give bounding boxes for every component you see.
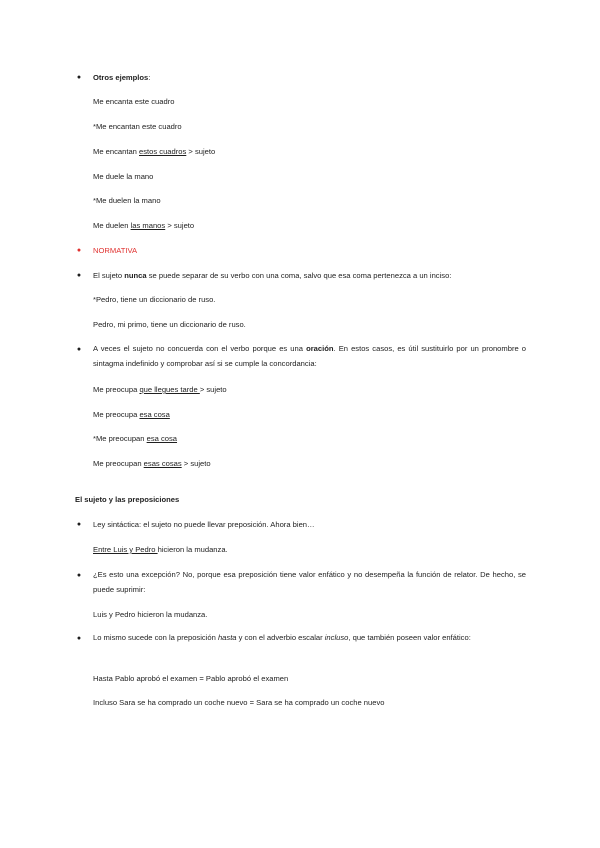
bullet-concordancia: A veces el sujeto no concuerda con el verbo porque es una oración. En estos casos, es útil sustituirlo por un pronombre o sintagma indefinido y comprobar así si se cumple la concordancia:	[93, 344, 526, 368]
example-line: Hasta Pablo aprobó el examen = Pablo aprobó el examen	[93, 674, 289, 683]
bullet-otros-ejemplos: Otros ejemplos:	[93, 73, 151, 82]
bullet-marker: ●	[76, 74, 82, 81]
example-line: Me preocupan esas cosas > sujeto	[93, 459, 211, 468]
bullet-marker: ●	[76, 521, 82, 528]
bullet-marker: ●	[76, 635, 82, 642]
bullet-ley-sintactica: Ley sintáctica: el sujeto no puede llevar preposición. Ahora bien…	[93, 520, 315, 529]
subheading-otros-ejemplos: Otros ejemplos	[93, 73, 149, 82]
example-line: Me preocupa que llegues tarde > sujeto	[93, 385, 227, 394]
example-line: Luis y Pedro hicieron la mudanza.	[93, 610, 208, 619]
underlined-subject: las manos	[130, 221, 166, 230]
example-line: Me encanta este cuadro	[93, 97, 175, 106]
example-line: *Me preocupan esa cosa	[93, 434, 178, 443]
underlined-subject: que llegues tarde	[139, 385, 200, 394]
bullet-coma-rule: El sujeto nunca se puede separar de su verbo con una coma, salvo que esa coma pertenezca a un inciso:	[93, 271, 452, 280]
example-line: *Me encantan este cuadro	[93, 122, 182, 131]
underlined-subject: estos cuadros	[139, 147, 187, 156]
underlined-subject: esa cosa	[139, 410, 170, 419]
bullet-marker: ●	[76, 572, 82, 579]
underlined-subject: esas cosas	[143, 459, 182, 468]
bullet-marker: ●	[76, 346, 82, 353]
example-line: Incluso Sara se ha comprado un coche nuevo = Sara se ha comprado un coche nuevo	[93, 698, 385, 707]
example-line: Me duelen las manos > sujeto	[93, 221, 195, 230]
example-line: *Me duelen la mano	[93, 196, 161, 205]
example-line: Pedro, mi primo, tiene un diccionario de ruso.	[93, 320, 246, 329]
normativa-label: NORMATIVA	[93, 246, 138, 255]
underlined-subject: Entre Luis y Pedro	[93, 545, 158, 554]
example-line: Me preocupa esa cosa	[93, 410, 170, 419]
example-line: *Pedro, tiene un diccionario de ruso.	[93, 295, 216, 304]
example-line: Me encantan estos cuadros > sujeto	[93, 147, 216, 156]
example-line: Entre Luis y Pedro hicieron la mudanza.	[93, 545, 228, 554]
underlined-subject: esa cosa	[146, 434, 178, 443]
example-line: Me duele la mano	[93, 172, 154, 181]
section-heading: El sujeto y las preposiciones	[75, 495, 180, 504]
bullet-excepcion: ¿Es esto una excepción? No, porque esa preposición tiene valor enfático y no desempeña la función de relator. De hecho, se puede suprimir:	[93, 570, 526, 594]
bullet-hasta-incluso: Lo mismo sucede con la preposición hasta y con el adverbio escalar incluso, que también poseen valor enfático:	[93, 633, 471, 642]
bullet-marker: ●	[76, 272, 82, 279]
bullet-marker-red: ●	[76, 247, 82, 254]
